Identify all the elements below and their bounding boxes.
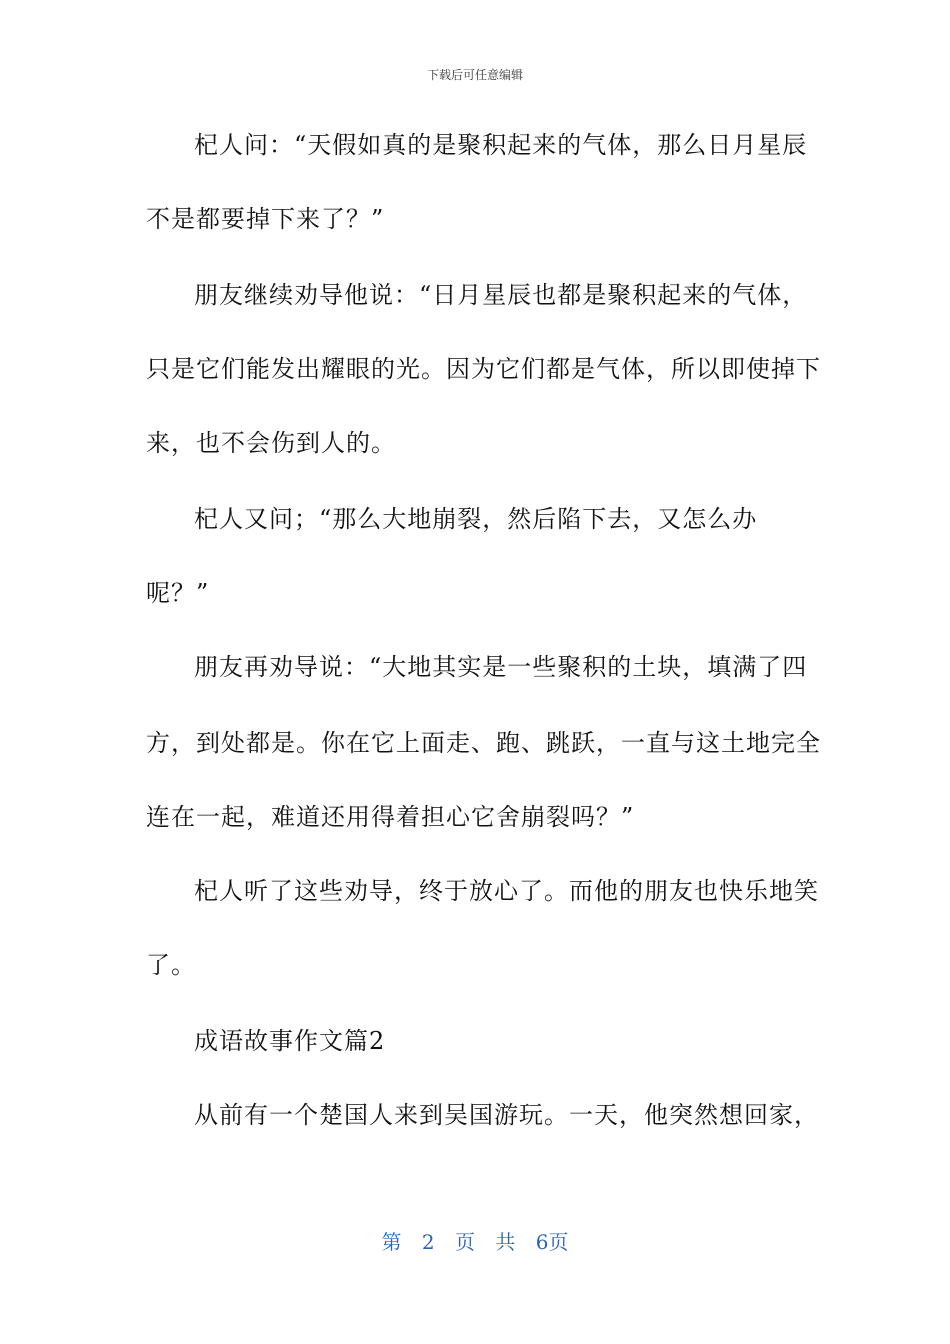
- paragraph-line: 朋友再劝导说：“大地其实是一些聚积的土块，填满了四: [194, 653, 808, 681]
- page-footer: [0, 1226, 950, 1255]
- paragraph-line: 只是它们能发出耀眼的光。因为它们都是气体，所以即使掉下: [146, 355, 821, 383]
- page-header: 下载后可任意编辑: [426, 68, 523, 82]
- paragraph-line: 连在一起，难道还用得着担心它舍崩裂吗？”: [146, 803, 635, 831]
- footer-page-word: 页: [455, 1230, 475, 1254]
- paragraph-line: 方，到处都是。你在它上面走、跑、跳跃，一直与这土地完全: [146, 729, 821, 757]
- paragraph-line: 从前有一个楚国人来到吴国游玩。一天，他突然想回家，: [194, 1101, 819, 1129]
- section-heading: 成语故事作文篇2: [194, 1027, 386, 1055]
- paragraph-line: 杞人问：“天假如真的是聚积起来的气体，那么日月星辰: [194, 131, 808, 159]
- paragraph-line: 杞人听了这些劝导，终于放心了。而他的朋友也快乐地笑: [194, 877, 819, 905]
- paragraph-line: 杞人又问；“那么大地崩裂，然后陷下去，又怎么办: [194, 505, 758, 533]
- paragraph-line: 不是都要掉下来了？”: [146, 205, 385, 233]
- footer-page-prefix: 第: [381, 1230, 402, 1254]
- paragraph-line: 来，也不会伤到人的。: [146, 429, 396, 457]
- paragraph-line: 了。: [146, 951, 196, 979]
- footer-total-pages: 6页: [535, 1230, 569, 1254]
- paragraph-line: 呢？”: [146, 579, 210, 607]
- paragraph-line: 朋友继续劝导他说：“日月星辰也都是聚积起来的气体，: [194, 281, 808, 309]
- footer-total-prefix: 共: [495, 1230, 516, 1254]
- footer-page-number: 2: [421, 1230, 435, 1254]
